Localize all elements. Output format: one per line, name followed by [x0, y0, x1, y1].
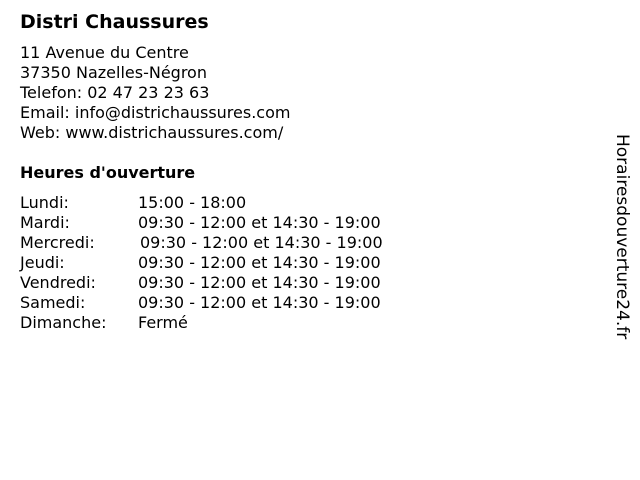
hours-day: Dimanche: — [20, 313, 107, 332]
hours-day: Samedi: — [20, 293, 86, 312]
address-street: 11 Avenue du Centre — [20, 43, 189, 62]
hours-row-mercredi — [20, 233, 600, 253]
hours-row-samedi — [20, 293, 600, 313]
hours-time: 15:00 - 18:00 — [138, 193, 247, 212]
opening-hours-heading: Heures d'ouverture — [20, 163, 196, 182]
hours-row-vendredi — [20, 273, 600, 293]
hours-day: Lundi: — [20, 193, 69, 212]
address-city: 37350 Nazelles-Négron — [20, 63, 207, 82]
site-watermark: Horairesdouverture24.fr — [612, 134, 632, 340]
hours-time: 09:30 - 12:00 et 14:30 - 19:00 — [138, 253, 381, 272]
business-card — [20, 10, 600, 333]
hours-row-dimanche — [20, 313, 600, 333]
hours-day: Vendredi: — [20, 273, 96, 292]
hours-row-jeudi — [20, 253, 600, 273]
hours-day: Jeudi: — [20, 253, 65, 272]
phone-text: Telefon: 02 47 23 23 63 — [20, 83, 210, 102]
hours-day: Mardi: — [20, 213, 70, 232]
business-name: Distri Chaussures — [20, 11, 209, 33]
hours-time: 09:30 - 12:00 et 14:30 - 19:00 — [140, 233, 383, 252]
hours-day: Mercredi: — [20, 233, 95, 252]
website-text: Web: www.districhaussures.com/ — [20, 123, 284, 142]
opening-hours-table — [20, 193, 600, 333]
hours-time: 09:30 - 12:00 et 14:30 - 19:00 — [138, 273, 381, 292]
email-text: Email: info@districhaussures.com — [20, 103, 291, 122]
hours-time: 09:30 - 12:00 et 14:30 - 19:00 — [138, 213, 381, 232]
hours-time: 09:30 - 12:00 et 14:30 - 19:00 — [138, 293, 381, 312]
hours-time: Fermé — [138, 313, 188, 332]
hours-row-lundi — [20, 193, 600, 213]
hours-row-mardi — [20, 213, 600, 233]
